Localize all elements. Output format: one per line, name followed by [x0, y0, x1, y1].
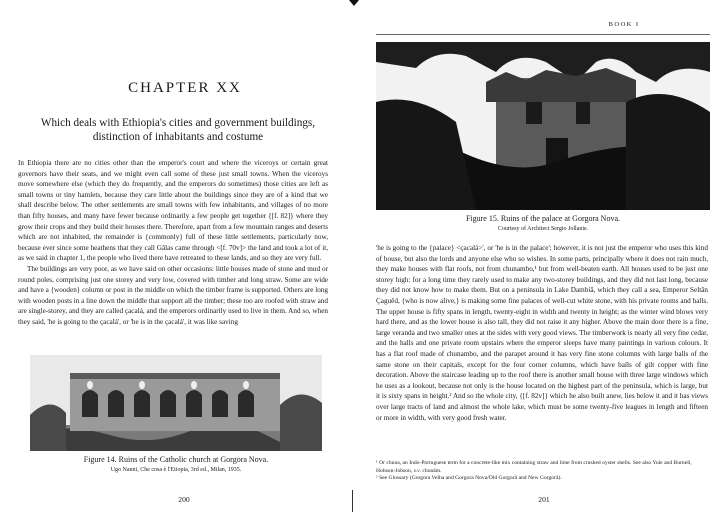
figure-15-caption: Figure 15. Ruins of the palace at Gorgora Nova. [465, 214, 621, 223]
palace-ruins-photo [376, 42, 710, 210]
header-rule [376, 34, 710, 35]
footnote: ¹ Or chuna, an Indo-Portuguese term for a concrete-like mix containing straw and lime from crushed oyster shells. See also Yule and Burnell, Hobson-Jobson, s.v. chunâm. [376, 460, 692, 474]
chapter-subtitle: Which deals with Ethiopia's cities and government buildings, distinction of inhabitants and costume [40, 117, 316, 143]
left-page [0, 0, 352, 515]
chapter-title: CHAPTER XX [128, 80, 242, 96]
figure-14-credit: Ugo Nanni, Che cosa è l'Etiopia, 3rd ed., Milan, 1935. [110, 467, 242, 473]
footnotes [376, 460, 708, 483]
footnote: ² See Glossary (Gorgora Velha and Gorgora Nova/Old Gorgorâ and New Gorgorâ). [376, 475, 562, 482]
gutter-tick [352, 490, 353, 512]
paragraph: 'he is going to the {palace} <çacalá>', or 'he is in the palace'; however, it is not just the emperor who uses this kind of house, but also the lords and anyone else who so wishes. In some parts, principally where it does not rain much, they make houses with flat roofs, not from chunambo,¹ but from well-beaten earth. All houses used to be just one storey high: for a long time they rarely used to make any two-storey buildings, and they did not last long, because they did not know how to make them. But on a peninsula in Lake Dambiâ, which they call a sea, Emperor Seltân Çaguêd, {who is now alive,} is making some fine palaces of well-cut white stone, with his private rooms and halls. The upper house is fifty spans in length, twenty-eight in width and twenty in height; as the winter wind blows very hard there, and as the lower house is also tall, they did not raise it any higher. Above the main door there is a fine, large veranda and two smaller ones at the sides with very good views. The timberwork is nearly all very fine cedar, and the halls and one private room upstairs where the emperor sleeps have many paintings in various colours. It has a flat roof made of chunambo, and the parapet around it has very fine stone columns with large balls of the same stone on their capitals, except for the four corner columns, which have balls of gilt copper with fine decoration. Above the staircase leading up to the roof there is another small house with three large windows which he uses as a lookout, because not only is the house located on the highest part of the peninsula, which is large, but it is sixty spans in height.² And so the whole city, {[f. 82v]} which he also built anew, lies below it and it has views over large tracts of land and almost the whole lake, which must be some twenty-five leagues in length and fifteen or more in width, with very good fresh water. [376, 244, 708, 422]
figure-15-credit: Courtesy of Architect Sergio Jollanie. [497, 226, 589, 232]
palace-ruins-illustration [376, 42, 710, 210]
paragraph: The buildings are very poor, as we have said on other occasions: little houses made of stone and mud or round poles, comprising just one storey and very low, covered with timber and long straw. Some are wide and have a {wooden} column or post in the middle on which the timber frame is supported. Others are long with wooden posts in a line down the middle that support all the timber; these too are roofed with straw and are single-storey, and they are called çacalá, and the emperors ordinarily used to live in them. And so, when they said, 'he is going to the çacalá', or 'he is in the çacalá', it was like saving [18, 264, 328, 326]
right-body-text [376, 243, 708, 423]
page-number-right: 201 [538, 495, 550, 504]
running-head: BOOK I [608, 21, 640, 28]
church-ruins-illustration [30, 355, 322, 451]
right-page [364, 0, 720, 515]
church-ruins-photo [30, 355, 322, 451]
left-body-text [18, 158, 328, 328]
figure-14-caption: Figure 14. Ruins of the Catholic church at Gorgora Nova. [83, 455, 269, 464]
paragraph: In Ethiopia there are no cities other than the emperor's court and where the viceroys or certain great governors have their seats, and we might even call some of these just small towns. When the viceroys move somewhere else (which they do frequently, and the emperors do sometimes) those cities are left as small towns or tiny hamlets, because they care little about the buildings since they are of a kind that we shall describe below. The other settlements are small towns with few inhabitants, and villages of no more than fifty houses, and many have fewer because ordinarily a few people get together {[f. 82]} where they grow their crops and they build their houses there. Therefore, apart from a few mountain ranges and deserts which are not inhabited, the remainder is {commonly} full of these little settlements, particularly now, because ever since some heathens that they call Gâlas came through <[f. 70v]> the land and took a lot of it, as we said in chapter 1, the people who lived there have retreated to these lands, and so they are very full. [18, 159, 328, 263]
page-number-left: 200 [178, 495, 190, 504]
